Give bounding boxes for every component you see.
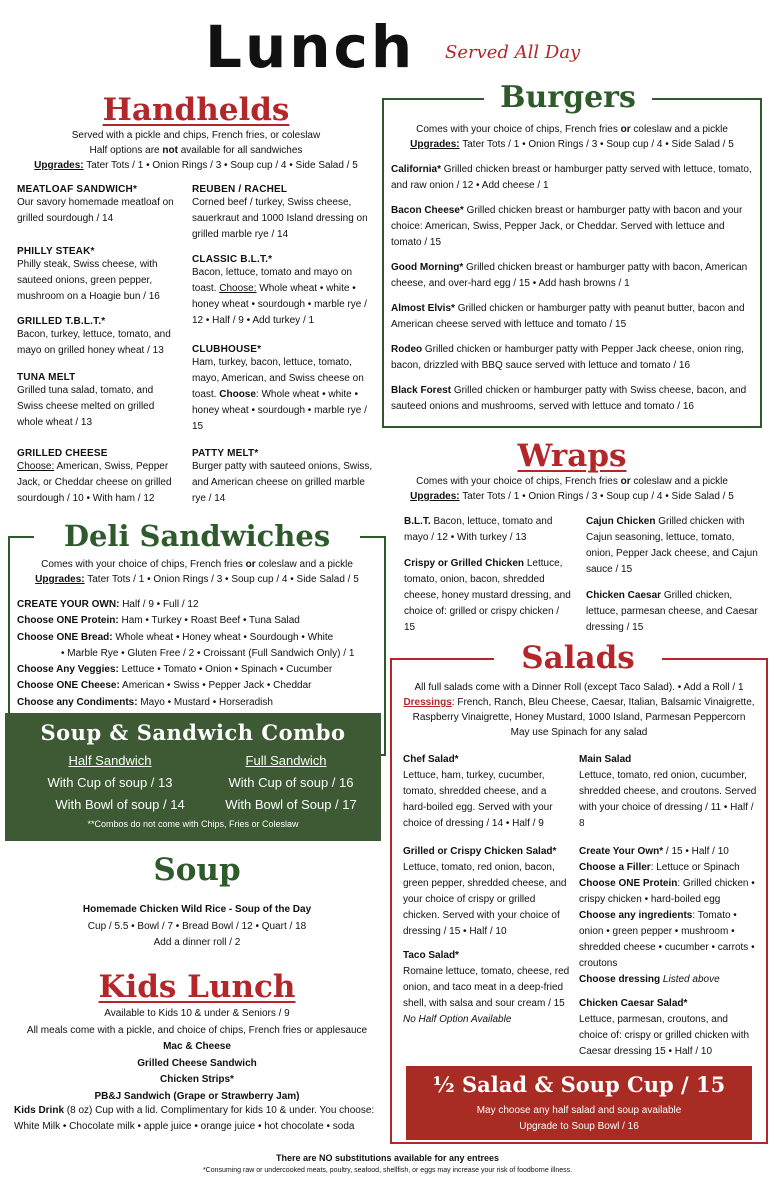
intro-c: coleslaw and a pickle bbox=[255, 559, 353, 570]
deli-label: Choose ONE Cheese: bbox=[17, 680, 120, 692]
item-name: Grilled or Crispy Chicken Salad* bbox=[403, 846, 557, 857]
deli-heading: Deli Sandwiches bbox=[34, 516, 360, 556]
intro-c: coleslaw and a pickle bbox=[630, 476, 728, 487]
item-note: No Half Option Available bbox=[403, 1014, 512, 1025]
soup-line-3: Add a dinner roll / 2 bbox=[153, 937, 241, 948]
item-desc: Corned beef / turkey, Swiss cheese, sauerkraut and 1000 Island dressing on grilled marble rye / 14 bbox=[192, 197, 368, 240]
dress-label: Choose dressing bbox=[579, 974, 661, 985]
desc-text: Whole wheat • white • honey wheat • sourdough • marble rye / 12 • Half / 9 • Add turkey / 1 bbox=[192, 283, 367, 326]
intro-a: Comes with your choice of chips, French fries bbox=[416, 476, 621, 487]
ingr-text: : Tomato • onion • green pepper • mushroom • shredded cheese • cucumber • carrots • croutons bbox=[579, 910, 755, 969]
item-name: REUBEN / RACHEL bbox=[192, 184, 288, 195]
kids-line-2: All meals come with a pickle, and choice of chips, French fries or applesauce bbox=[26, 1024, 368, 1036]
item-desc: Bacon, turkey, lettuce, tomato, and mayo on grilled honey wheat / 13 bbox=[17, 329, 171, 356]
kids-item: PB&J Sandwich (Grape or Strawberry Jam) bbox=[94, 1090, 300, 1102]
kids-item: Chicken Strips* bbox=[160, 1074, 234, 1085]
burger-item bbox=[391, 342, 753, 383]
wraps-heading: Wraps bbox=[517, 438, 627, 474]
burgers-upgrades bbox=[384, 137, 760, 152]
dressings-label: Dressings bbox=[403, 697, 452, 708]
desc-pre: Ham, turkey, bacon, lettuce, tomato, mayo, American, and Swiss cheese on toast. bbox=[192, 357, 364, 400]
salads-intro-1: All full salads come with a Dinner Roll (except Taco Salad). • Add a Roll / 1 bbox=[414, 682, 744, 693]
menu-item bbox=[192, 184, 375, 254]
burger-item bbox=[391, 301, 753, 342]
item-desc: Our savory homemade meatloaf on grilled sourdough / 14 bbox=[17, 197, 174, 224]
item-name: TUNA MELT bbox=[17, 372, 76, 383]
salads-left-column bbox=[403, 752, 571, 1028]
intro-2a: Half options are bbox=[89, 145, 163, 156]
item-desc: Grilled chicken or hamburger patty with peanut butter, bacon and American cheese served with lettuce and tomato / 15 bbox=[391, 303, 745, 330]
upgrades-label: Upgrades: bbox=[35, 574, 85, 585]
item-desc: Grilled tuna salad, tomato, and Swiss cheese melted on grilled whole wheat / 13 bbox=[17, 385, 155, 428]
kids-drink-label: Kids Drink bbox=[14, 1105, 65, 1116]
combo-half-label: Half Sandwich bbox=[68, 753, 152, 768]
item-desc: Grilled chicken with Cajun seasoning, lettuce, tomato, onion, Pepper Jack cheese, and Cajun sauce / 15 bbox=[586, 516, 758, 575]
item-desc bbox=[192, 355, 375, 435]
handhelds-heading: Handhelds bbox=[102, 92, 290, 128]
menu-item bbox=[192, 448, 375, 507]
half-salad-line-2: Upgrade to Soup Bowl / 16 bbox=[519, 1121, 639, 1132]
salad-item bbox=[403, 844, 571, 948]
wraps-left-column bbox=[404, 514, 572, 636]
dressings-text: : French, Ranch, Bleu Cheese, Caesar, Italian, Balsamic Vinaigrette, Raspberry Vinaigrette, Honey Mustard, 1000 Island, Parmesan Peppercorn bbox=[412, 697, 755, 723]
wrap-item bbox=[404, 514, 572, 556]
kids-info bbox=[0, 1006, 394, 1105]
deli-line bbox=[17, 613, 379, 629]
intro-b: or bbox=[620, 124, 631, 135]
item-desc: Grilled chicken breast or hamburger patty with bacon and your choice: American, Swiss, Pepper Jack, or Cheddar. Served with lettuce and tomato / 15 bbox=[391, 205, 743, 248]
deli-line bbox=[17, 630, 379, 646]
create-dressing bbox=[579, 972, 759, 988]
half-salad-panel bbox=[406, 1066, 752, 1140]
intro-b: or bbox=[245, 559, 256, 570]
intro-c: coleslaw and a pickle bbox=[630, 124, 728, 135]
item-name: Main Salad bbox=[579, 754, 632, 765]
wrap-item bbox=[404, 556, 572, 636]
deli-line bbox=[17, 678, 379, 694]
footer-disclaimer: *Consuming raw or undercooked meats, poultry, seafood, shellfish, or eggs may increase your risk of foodborne illness. bbox=[202, 1167, 573, 1174]
item-desc: Grilled chicken or hamburger patty with Swiss cheese, bacon, and sauteed onions and mushrooms, served with lettuce and tomato / 16 bbox=[391, 385, 747, 412]
deli-text: • Marble Rye • Gluten Free / 2 • Croissant (Full Sandwich Only) / 1 bbox=[61, 647, 355, 659]
deli-text: Ham • Turkey • Roast Beef • Tuna Salad bbox=[118, 615, 300, 627]
item-name: Chef Salad* bbox=[403, 754, 459, 765]
item-name: Rodeo bbox=[391, 344, 423, 355]
item-name: Taco Salad* bbox=[403, 950, 459, 961]
deli-text: Mayo • Mustard • Horseradish bbox=[137, 696, 273, 708]
handhelds-intro-1: Served with a pickle and chips, French fries, or coleslaw bbox=[71, 130, 321, 141]
item-desc: / 15 • Half / 10 bbox=[663, 846, 729, 857]
item-desc: Philly steak, Swiss cheese, with sauteed onions, green pepper, mushroom on a Hoagie bun / 16 bbox=[17, 259, 160, 302]
item-desc: Bacon, lettuce, tomato and mayo / 12 • With turkey / 13 bbox=[404, 516, 553, 543]
menu-item bbox=[192, 344, 375, 448]
intro-a: Comes with your choice of chips, French fries bbox=[416, 124, 621, 135]
salad-item bbox=[403, 752, 571, 844]
deli-intro bbox=[10, 557, 384, 587]
kids-heading: Kids Lunch bbox=[98, 969, 296, 1005]
combo-full-cup: With Cup of soup / 16 bbox=[228, 775, 354, 790]
deli-label: Choose Any Veggies: bbox=[17, 664, 119, 676]
item-name: Crispy or Grilled Chicken bbox=[404, 558, 525, 569]
burgers-heading: Burgers bbox=[484, 78, 652, 118]
choose-label: Choose: bbox=[219, 283, 257, 294]
salads-intro bbox=[396, 680, 762, 740]
deli-line bbox=[17, 597, 379, 613]
deli-line bbox=[17, 662, 379, 678]
desc-pre: Bacon, lettuce, tomato and mayo on toast. bbox=[192, 267, 353, 294]
upgrades-text: Tater Tots / 1 • Onion Rings / 3 • Soup cup / 4 • Side Salad / 5 bbox=[83, 160, 358, 171]
item-name: Chicken Caesar Salad* bbox=[579, 998, 688, 1009]
item-desc: Burger patty with sauteed onions, Swiss, and American cheese on grilled marble rye / 14 bbox=[192, 461, 373, 504]
burgers-items bbox=[391, 162, 753, 415]
deli-label: Choose any Condiments: bbox=[17, 696, 138, 708]
soup-line-1: Homemade Chicken Wild Rice - Soup of the Day bbox=[82, 904, 312, 915]
intro-b: or bbox=[620, 476, 631, 487]
item-name: B.L.T. bbox=[404, 516, 431, 527]
item-desc: Lettuce, ham, turkey, cucumber, tomato, shredded cheese, and a hard-boiled egg. Served with your choice of dressing / 14 • Half / 9 bbox=[403, 770, 553, 829]
item-name: CLASSIC B.L.T.* bbox=[192, 254, 273, 265]
deli-line bbox=[17, 646, 379, 662]
item-desc bbox=[17, 459, 182, 507]
wrap-item bbox=[586, 588, 758, 636]
choose-label: Choose bbox=[219, 389, 256, 400]
combo-heading: Soup & Sandwich Combo bbox=[40, 720, 346, 745]
salad-item bbox=[579, 844, 759, 996]
salads-right-column bbox=[579, 752, 759, 1060]
wraps-upgrades bbox=[384, 489, 760, 504]
item-name: Chicken Caesar bbox=[586, 590, 662, 601]
item-name: Cajun Chicken bbox=[586, 516, 656, 527]
item-name: PHILLY STEAK* bbox=[17, 246, 95, 257]
wraps-intro bbox=[384, 474, 760, 504]
salads-heading: Salads bbox=[494, 638, 662, 678]
kids-drink-text: (8 oz) Cup with a lid. Complimentary for kids 10 & under. You choose: White Milk • Chocolate milk • apple juice • orange juice • hot chocolate • soda bbox=[14, 1105, 375, 1132]
combo-half-cup: With Cup of soup / 13 bbox=[47, 775, 173, 790]
item-name: Almost Elvis* bbox=[391, 303, 455, 314]
combo-half-bowl: With Bowl of soup / 14 bbox=[55, 797, 185, 812]
protein-text: : Grilled chicken • crispy chicken • hard-boiled egg bbox=[579, 878, 755, 905]
deli-upgrades bbox=[10, 572, 384, 587]
item-desc: Grilled chicken breast or hamburger patty served with lettuce, tomato, and raw onion / 12 • Add cheese / 1 bbox=[391, 164, 752, 191]
salad-item bbox=[579, 996, 759, 1060]
item-name: GRILLED CHEESE bbox=[17, 448, 108, 459]
item-desc: Lettuce, tomato, red onion, cucumber, shredded cheese, and croutons. Served with your choice of dressing / 11 • Half / 8 bbox=[579, 770, 757, 829]
page-title: Lunch bbox=[205, 13, 416, 81]
item-name: Bacon Cheese* bbox=[391, 205, 464, 216]
soup-info bbox=[0, 902, 394, 952]
menu-item bbox=[17, 316, 182, 372]
burger-item bbox=[391, 162, 753, 203]
wraps-intro-line bbox=[384, 474, 760, 489]
combo-full-label: Full Sandwich bbox=[245, 753, 327, 768]
item-desc: Lettuce, parmesan, croutons, and choice of: crispy or grilled chicken with Caesar dressing 15 • Half / 10 bbox=[579, 1014, 750, 1057]
item-name: GRILLED T.B.L.T.* bbox=[17, 316, 106, 327]
handhelds-left-column bbox=[17, 184, 182, 507]
upgrades-text: Tater Tots / 1 • Onion Rings / 3 • Soup cup / 4 • Side Salad / 5 bbox=[84, 574, 359, 585]
dress-text: Listed above bbox=[660, 974, 720, 985]
menu-item bbox=[17, 184, 182, 246]
subtitle: Served All Day bbox=[445, 42, 581, 63]
item-name: Create Your Own* bbox=[579, 846, 664, 857]
item-desc: Lettuce, tomato, red onion, bacon, green pepper, shredded cheese, and your choice of crispy or grilled chicken. Served with your choice of dressing / 15 • Half / 10 bbox=[403, 862, 567, 937]
combo-note: **Combos do not come with Chips, Fries or Coleslaw bbox=[87, 819, 299, 829]
deli-text: American • Swiss • Pepper Jack • Cheddar bbox=[119, 680, 312, 692]
deli-intro-line bbox=[10, 557, 384, 572]
handhelds-intro bbox=[0, 128, 392, 173]
create-title bbox=[579, 844, 759, 860]
kids-item: Mac & Cheese bbox=[163, 1041, 231, 1052]
handhelds-right-column bbox=[192, 184, 375, 512]
filler-text: : Lettuce or Spinach bbox=[650, 862, 740, 873]
upgrades-text: Tater Tots / 1 • Onion Rings / 3 • Soup cup / 4 • Side Salad / 5 bbox=[459, 491, 734, 502]
burger-item bbox=[391, 383, 753, 415]
intro-a: Comes with your choice of chips, French fries bbox=[41, 559, 246, 570]
half-salad-line-1: May choose any half salad and soup available bbox=[476, 1105, 682, 1116]
kids-drink bbox=[14, 1103, 376, 1135]
item-desc: Grilled chicken breast or hamburger patty with bacon, American cheese, and over-hard egg / 15 • Add hash browns / 1 bbox=[391, 262, 748, 289]
choose-label: Choose: bbox=[17, 461, 55, 472]
item-desc bbox=[192, 265, 375, 329]
menu-item bbox=[17, 372, 182, 448]
item-name: Black Forest bbox=[391, 385, 452, 396]
footer-no-substitutions: There are NO substitutions available for any entrees bbox=[275, 1153, 500, 1163]
menu-item bbox=[17, 246, 182, 316]
burger-item bbox=[391, 260, 753, 301]
item-name: PATTY MELT* bbox=[192, 448, 259, 459]
deli-text: Lettuce • Tomato • Onion • Spinach • Cucumber bbox=[118, 664, 333, 676]
deli-options bbox=[17, 597, 379, 711]
burger-item bbox=[391, 203, 753, 260]
kids-item: Grilled Cheese Sandwich bbox=[137, 1057, 257, 1069]
desc-text: : Whole wheat • white • honey wheat • sourdough • marble rye / 15 bbox=[192, 389, 367, 432]
deli-text: Whole wheat • Honey wheat • Sourdough • White bbox=[112, 631, 334, 643]
handhelds-upgrades bbox=[0, 158, 392, 173]
item-desc: Romaine lettuce, tomato, cheese, red onion, and taco meat in a deep-fried shell, with salsa and sour cream / 15 bbox=[403, 966, 570, 1009]
salads-intro-3: May use Spinach for any salad bbox=[510, 727, 648, 738]
upgrades-label: Upgrades: bbox=[410, 139, 460, 150]
handhelds-intro-2 bbox=[0, 143, 392, 158]
burgers-intro bbox=[384, 122, 760, 152]
kids-line-1: Available to Kids 10 & under & Seniors / 9 bbox=[104, 1008, 290, 1019]
create-filler bbox=[579, 860, 759, 876]
combo-panel bbox=[5, 713, 381, 841]
menu-item bbox=[17, 448, 182, 507]
item-name: MEATLOAF SANDWICH* bbox=[17, 184, 138, 195]
desc-text: American, Swiss, Pepper Jack, or Cheddar cheese on grilled sourdough / 10 • With ham / 12 bbox=[17, 461, 172, 504]
half-salad-heading: ½ Salad & Soup Cup / 15 bbox=[432, 1072, 726, 1097]
salad-item bbox=[403, 948, 571, 1028]
upgrades-label: Upgrades: bbox=[34, 160, 84, 171]
wraps-right-column bbox=[586, 514, 758, 636]
create-ingredients bbox=[579, 908, 759, 972]
menu-item bbox=[192, 254, 375, 344]
deli-label: Choose ONE Bread: bbox=[17, 631, 113, 643]
wrap-item bbox=[586, 514, 758, 588]
deli-label: CREATE YOUR OWN: bbox=[17, 599, 120, 610]
deli-text: Half / 9 • Full / 12 bbox=[119, 599, 199, 610]
salads-dressings bbox=[396, 695, 762, 725]
ingr-label: Choose any ingredients bbox=[579, 910, 693, 921]
salad-item bbox=[579, 752, 759, 844]
item-desc: Lettuce, tomato, onion, bacon, shredded cheese, honey mustard dressing, and choice of: grilled or crispy chicken / 15 bbox=[404, 558, 571, 633]
combo-full-bowl: With Bowl of Soup / 17 bbox=[225, 797, 357, 812]
upgrades-text: Tater Tots / 1 • Onion Rings / 3 • Soup cup / 4 • Side Salad / 5 bbox=[459, 139, 734, 150]
soup-line-2: Cup / 5.5 • Bowl / 7 • Bread Bowl / 12 • Quart / 18 bbox=[87, 920, 307, 932]
item-desc: Grilled chicken or hamburger patty with Pepper Jack cheese, onion ring, bacon, drizzled with BBQ sauce served with lettuce and tomato / 16 bbox=[391, 344, 744, 371]
item-name: California* bbox=[391, 164, 442, 175]
upgrades-label: Upgrades: bbox=[410, 491, 460, 502]
item-name: Good Morning* bbox=[391, 262, 464, 273]
intro-2b: not bbox=[162, 145, 178, 156]
soup-heading: Soup bbox=[153, 852, 241, 888]
create-protein bbox=[579, 876, 759, 908]
intro-2c: available for all sandwiches bbox=[177, 145, 303, 156]
burgers-intro-line bbox=[384, 122, 760, 137]
item-desc: Grilled chicken, lettuce, parmesan cheese, and Caesar dressing / 15 bbox=[586, 590, 758, 633]
filler-label: Choose a Filler bbox=[579, 862, 651, 873]
deli-label: Choose ONE Protein: bbox=[17, 615, 119, 627]
item-name: CLUBHOUSE* bbox=[192, 344, 262, 355]
protein-label: Choose ONE Protein bbox=[579, 878, 678, 889]
deli-line bbox=[17, 695, 379, 711]
